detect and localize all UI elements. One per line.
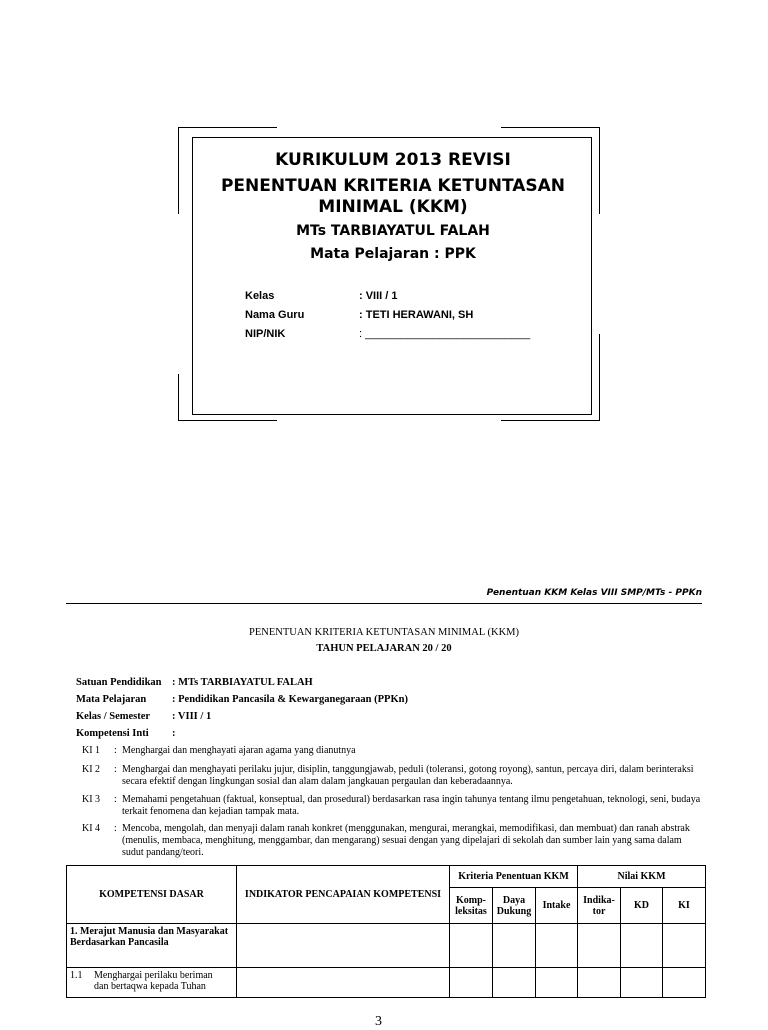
kkm-table [66,865,706,998]
ki-text: Menghargai dan menghayati ajaran agama yang dianutnya [122,745,356,756]
ki-item: KI 4 : Mencoba, mengolah, dan menyaji dalam ranah konkret (menggunakan, mengurai, merangkai, memodifikasi, dan membuat) dan ranah abstrak (menulis, membaca, menghitung, menggambar, dan mengarang) sesuai dengan yang dipelajari di sekolah dan sumber lain yang sama dalam sudut pandang/teori. [82,823,702,861]
th-ki: KI [663,888,706,924]
table-row [67,924,706,968]
meta-kelas [76,711,211,722]
kd-text: Menghargai perilaku beriman dan bertaqwa kepada Tuhan [94,970,213,992]
meta-label: Kelas / Semester [76,711,151,722]
ki-text: Mencoba, mengolah, dan menyaji dalam ranah konkret (menggunakan, mengurai, merangkai, memodifikasi, dan membuat) dan ranah abstrak (menulis, membaca, menghitung, menggambar, dan mengarang) sesuai dengan yang dipelajari di sekolah dan sumber lain yang sama dalam sudut pandang/teori. [122,823,690,858]
th-kompetensi-dasar: KOMPETENSI DASAR [67,866,237,924]
field-value: : VIII / 1 [359,290,398,302]
meta-value: : Pendidikan Pancasila & Kewarganegaraan (PPKn) [172,694,408,705]
field-label: Nama Guru [245,309,305,321]
field-value: : TETI HERAWANI, SH [359,309,474,321]
kd-row-1-1 [67,968,237,998]
ki-code: KI 3 [82,794,101,805]
th-daya-dukung: Daya Dukung [493,888,536,924]
meta-label: Satuan Pendidikan [76,677,162,688]
field-value: : ___________________________ [359,328,531,340]
meta-value: : MTs TARBIAYATUL FALAH [172,677,313,688]
field-label: NIP/NIK [245,328,286,340]
th-kriteria: Kriteria Penentuan KKM [450,866,578,888]
meta-mapel [76,694,408,705]
cover-title-kkm: PENENTUAN KRITERIA KETUNTASAN MINIMAL (KKM) [220,176,566,217]
th-indikator: INDIKATOR PENCAPAIAN KOMPETENSI [237,866,450,924]
meta-label: Mata Pelajaran [76,694,147,705]
cover-subject: Mata Pelajaran : PPK [310,246,476,262]
th-kd: KD [621,888,663,924]
meta-value: : VIII / 1 [172,711,212,722]
header-divider [66,603,702,604]
doc-year: TAHUN PELAJARAN 20 / 20 [316,643,452,654]
ki-text: Memahami pengetahuan (faktual, konseptual, dan prosedural) berdasarkan rasa ingin tahunya tentang ilmu pengetahuan, teknologi, seni, budaya terkait fenomena dan kejadian tampak mata. [122,794,701,817]
table-row [67,968,706,998]
running-header: Penentuan KKM Kelas VIII SMP/MTs - PPKn [486,588,702,598]
ki-code: KI 1 [82,745,101,756]
ki-text: Menghargai dan menghayati perilaku jujur, disiplin, tanggungjawab, peduli (toleransi, gotong royong), santun, percaya diri, dalam berinteraksi secara efektif dengan lingkungan sosial dan alam dalam jangkauan pergaulan dan keberadaannya. [122,764,694,787]
cover-field-guru [245,309,473,321]
doc-title: PENENTUAN KRITERIA KETUNTASAN MINIMAL (KKM) [249,627,519,638]
ki-item: KI 3 : Memahami pengetahuan (faktual, konseptual, dan prosedural) berdasarkan rasa ingin tahunya tentang ilmu pengetahuan, teknologi, seni, budaya terkait fenomena dan kejadian tampak mata. [82,794,701,817]
ki-code: KI 2 [82,764,101,775]
meta-value: : [172,728,176,739]
th-nilai-kkm: Nilai KKM [578,866,706,888]
th-intake: Intake [536,888,578,924]
kd-number: 1.1 [70,970,83,981]
cover-box [192,137,592,415]
th-indikator-col: Indika-tor [578,888,621,924]
cover-title-curriculum: KURIKULUM 2013 REVISI [275,150,511,170]
field-label: Kelas [245,290,275,302]
meta-label: Kompetensi Inti [76,728,149,739]
page-number: 3 [375,1014,382,1029]
ki-item: KI 2 : Menghargai dan menghayati perilaku jujur, disiplin, tanggungjawab, peduli (toleransi, gotong royong), santun, percaya diri, dalam berinteraksi secara efektif dengan lingkungan sosial dan alam dalam jangkauan pergaulan dan keberadaannya. [82,764,702,790]
ki-item: KI 1 : Menghargai dan menghayati ajaran agama yang dianutnya [82,745,702,759]
ki-code: KI 4 [82,823,101,834]
th-kompleksitas: Komp-leksitas [450,888,493,924]
cover-school: MTs TARBIAYATUL FALAH [296,223,490,239]
cover-field-nip [245,328,530,340]
kd-row-heading: 1. Merajut Manusia dan Masyarakat Berdasarkan Pancasila [67,924,237,968]
meta-satuan [76,677,313,688]
cover-field-kelas [245,290,398,302]
meta-ki [76,728,176,739]
